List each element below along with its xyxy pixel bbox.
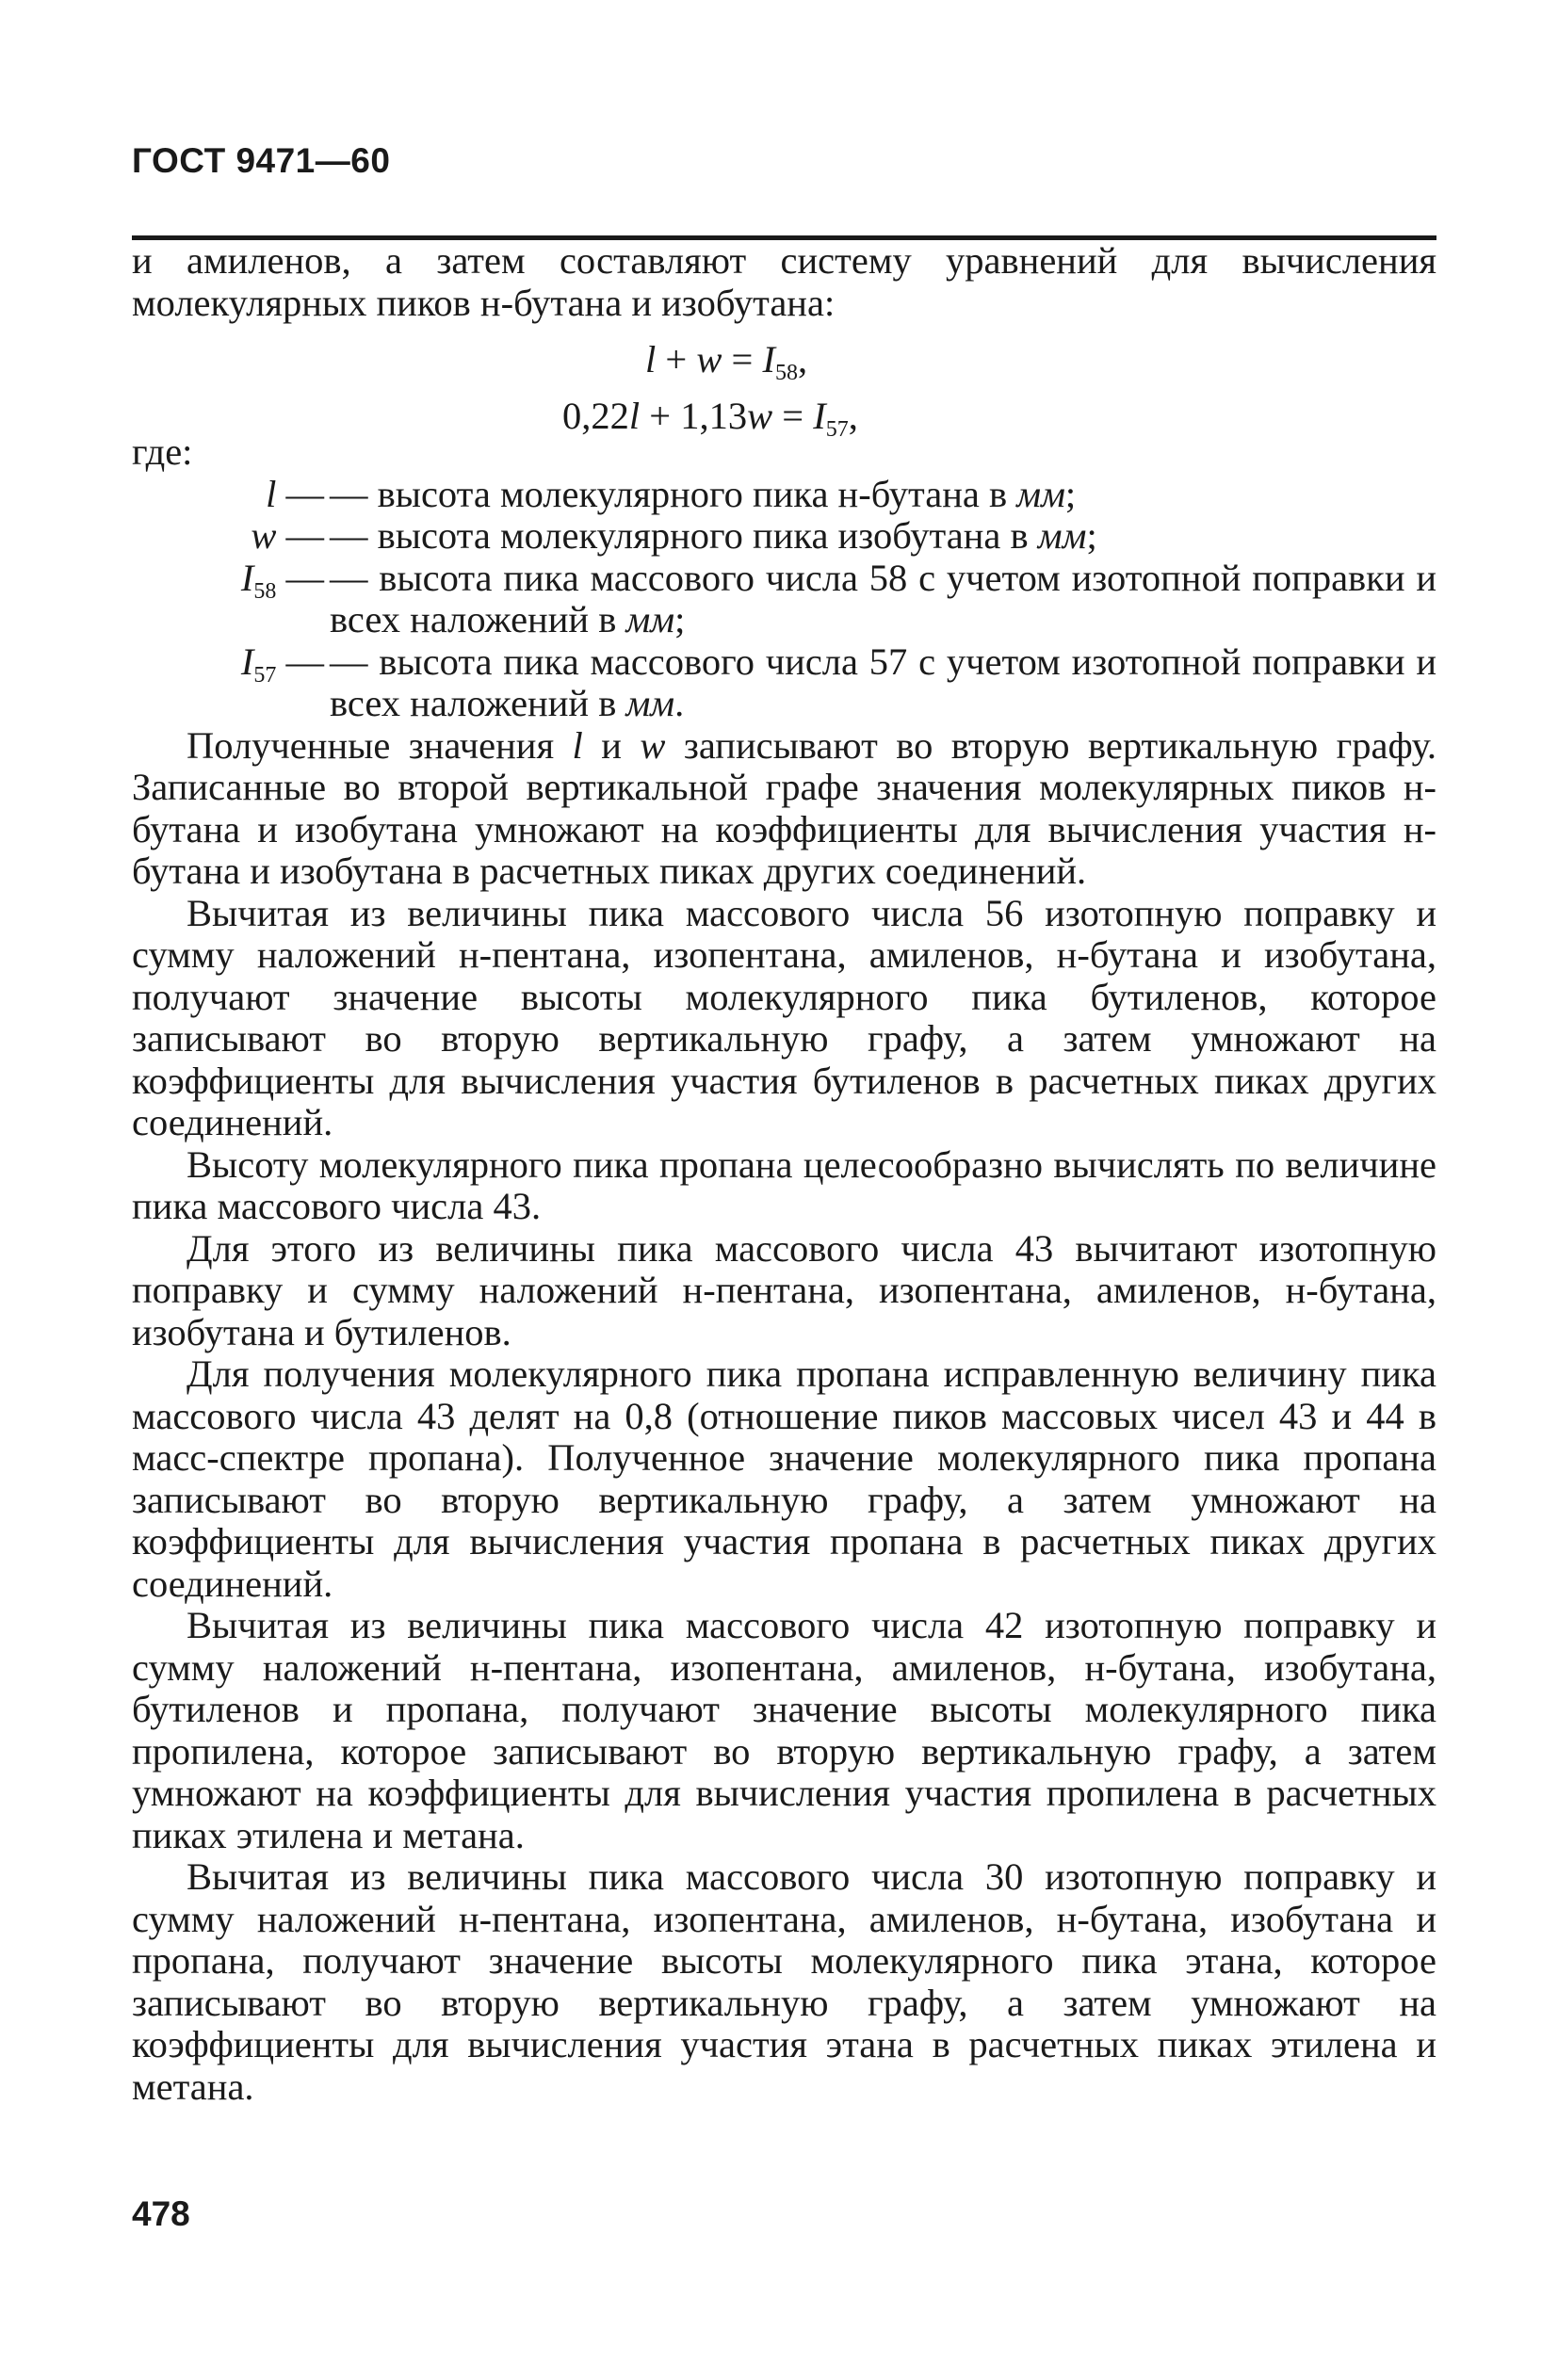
def-end: ; [1064, 472, 1077, 515]
def-symbol: I [240, 640, 254, 683]
paragraph-propane-correction: Для этого из величины пика массового числа 43 вычитают изотопную поправку и сумму наложений н-пентана, изопентана, амиленов, н-бутана, изобутана и бутиленов. [132, 1226, 1436, 1353]
eq1-op: + [656, 338, 697, 380]
definition-item [132, 641, 1436, 725]
eq1-var-l: l [645, 338, 657, 380]
eq2-equals: = [772, 395, 814, 437]
var-l: l [572, 723, 583, 767]
def-text: — высота пика массового числа 58 с учетом изотопной поправки и всех наложений в [330, 556, 1436, 640]
var-w: w [640, 723, 666, 767]
paragraph-propane-intro: Высоту молекулярного пика пропана целесообразно вычислять по величине пика массового числа 43. [132, 1142, 1436, 1227]
eq2-op: + 1,13 [640, 395, 748, 437]
eq1-rhs-sub: 58 [774, 361, 798, 385]
document-header: ГОСТ 9471—60 [132, 141, 391, 180]
eq2-var-l: l [628, 395, 641, 437]
def-unit: мм [1037, 514, 1087, 557]
def-dash: — [276, 640, 324, 683]
def-symbol: I [240, 556, 254, 599]
definitions-list [132, 474, 1436, 725]
def-dash: — [276, 514, 324, 557]
paragraph-propane-peak: Для получения молекулярного пика пропана исправленную величину пика массового числа 43 делят на 0,8 (отношение пиков массовых чисел 43 и 44 в масс-спектре пропана). Полученное значение молекулярного пика пропана записывают во вторую вертикальную графу, а затем умножают на коэффициенты для вычисления участия пропана в расчетных пиках других соединений. [132, 1352, 1436, 1605]
def-dash: — [276, 556, 324, 599]
eq2-coef: 0,22 [562, 395, 629, 437]
definition-item [132, 558, 1436, 641]
intro-paragraph: и амиленов, а затем составляют систему уравнений для вычисления молекулярных пиков н-бутана и изобутана: [132, 239, 1436, 324]
eq1-equals: = [722, 338, 763, 380]
def-end: . [674, 682, 685, 724]
def-symbol: l [266, 472, 277, 515]
def-symbol-sub: 58 [253, 578, 277, 604]
def-text: — высота пика массового числа 57 с учетом изотопной поправки и всех наложений в [330, 640, 1436, 724]
def-end: ; [1086, 514, 1097, 557]
page-number: 478 [132, 2194, 190, 2233]
definition-item [132, 474, 1436, 516]
def-text: — высота молекулярного пика изобутана в [330, 514, 1038, 557]
eq2-rhs-sub: 57 [825, 417, 849, 442]
def-end: ; [674, 598, 686, 640]
body-text [132, 240, 1436, 2108]
paragraph-values: Полученные значения l и w записывают во вторую вертикальную графу. Записанные во второй вертикальной графе значения молекулярных пиков н-бутана и изобутана умножают на коэффициенты для вычисления участия н-бутана и изобутана в расчетных пиках других соединений. [132, 723, 1437, 892]
eq2-var-w: w [747, 395, 773, 437]
paragraph-butylenes: Вычитая из величины пика массового числа 56 изотопную поправку и сумму наложений н-пентана, изопентана, амиленов, н-бутана и изобутана, получают значение высоты молекулярного пика бутиленов, которое записывают во вторую вертикальную графу, а затем умножают на коэффициенты для вычисления участия бутиленов в расчетных пиках других соединений. [132, 891, 1436, 1143]
def-dash: — [276, 472, 324, 515]
def-unit: мм [625, 598, 675, 640]
def-unit: мм [625, 682, 675, 724]
eq1-end: , [797, 338, 808, 380]
def-unit: мм [1016, 472, 1065, 515]
where-label: где: [132, 430, 193, 473]
paragraph-ethane: Вычитая из величины пика массового числа 30 изотопную поправку и сумму наложений н-пентана, изопентана, амиленов, н-бутана, изобутана и пропана, получают значение высоты молекулярного пика этана, которое записывают во вторую вертикальную графу, а затем умножают на коэффициенты для вычисления участия этана в расчетных пиках этилена и метана. [132, 1855, 1436, 2108]
equation-1 [132, 332, 1436, 388]
paragraph-propylene: Вычитая из величины пика массового числа 42 изотопную поправку и сумму наложений н-пентана, изопентана, амиленов, н-бутана, изобутана, бутиленов и пропана, получают значение высоты молекулярного пика пропилена, которое записывают во вторую вертикальную графу, а затем умножают на коэффициенты для вычисления участия пропилена в расчетных пиках этилена и метана. [132, 1604, 1436, 1856]
eq1-var-w: w [696, 338, 722, 380]
eq1-rhs: I [762, 338, 775, 380]
eq2-rhs: I [813, 395, 826, 437]
def-text: — высота молекулярного пика н-бутана в [330, 472, 1017, 515]
eq2-end: , [848, 395, 858, 437]
definition-item [132, 515, 1436, 558]
def-symbol: w [251, 514, 277, 557]
def-symbol-sub: 57 [253, 662, 277, 688]
